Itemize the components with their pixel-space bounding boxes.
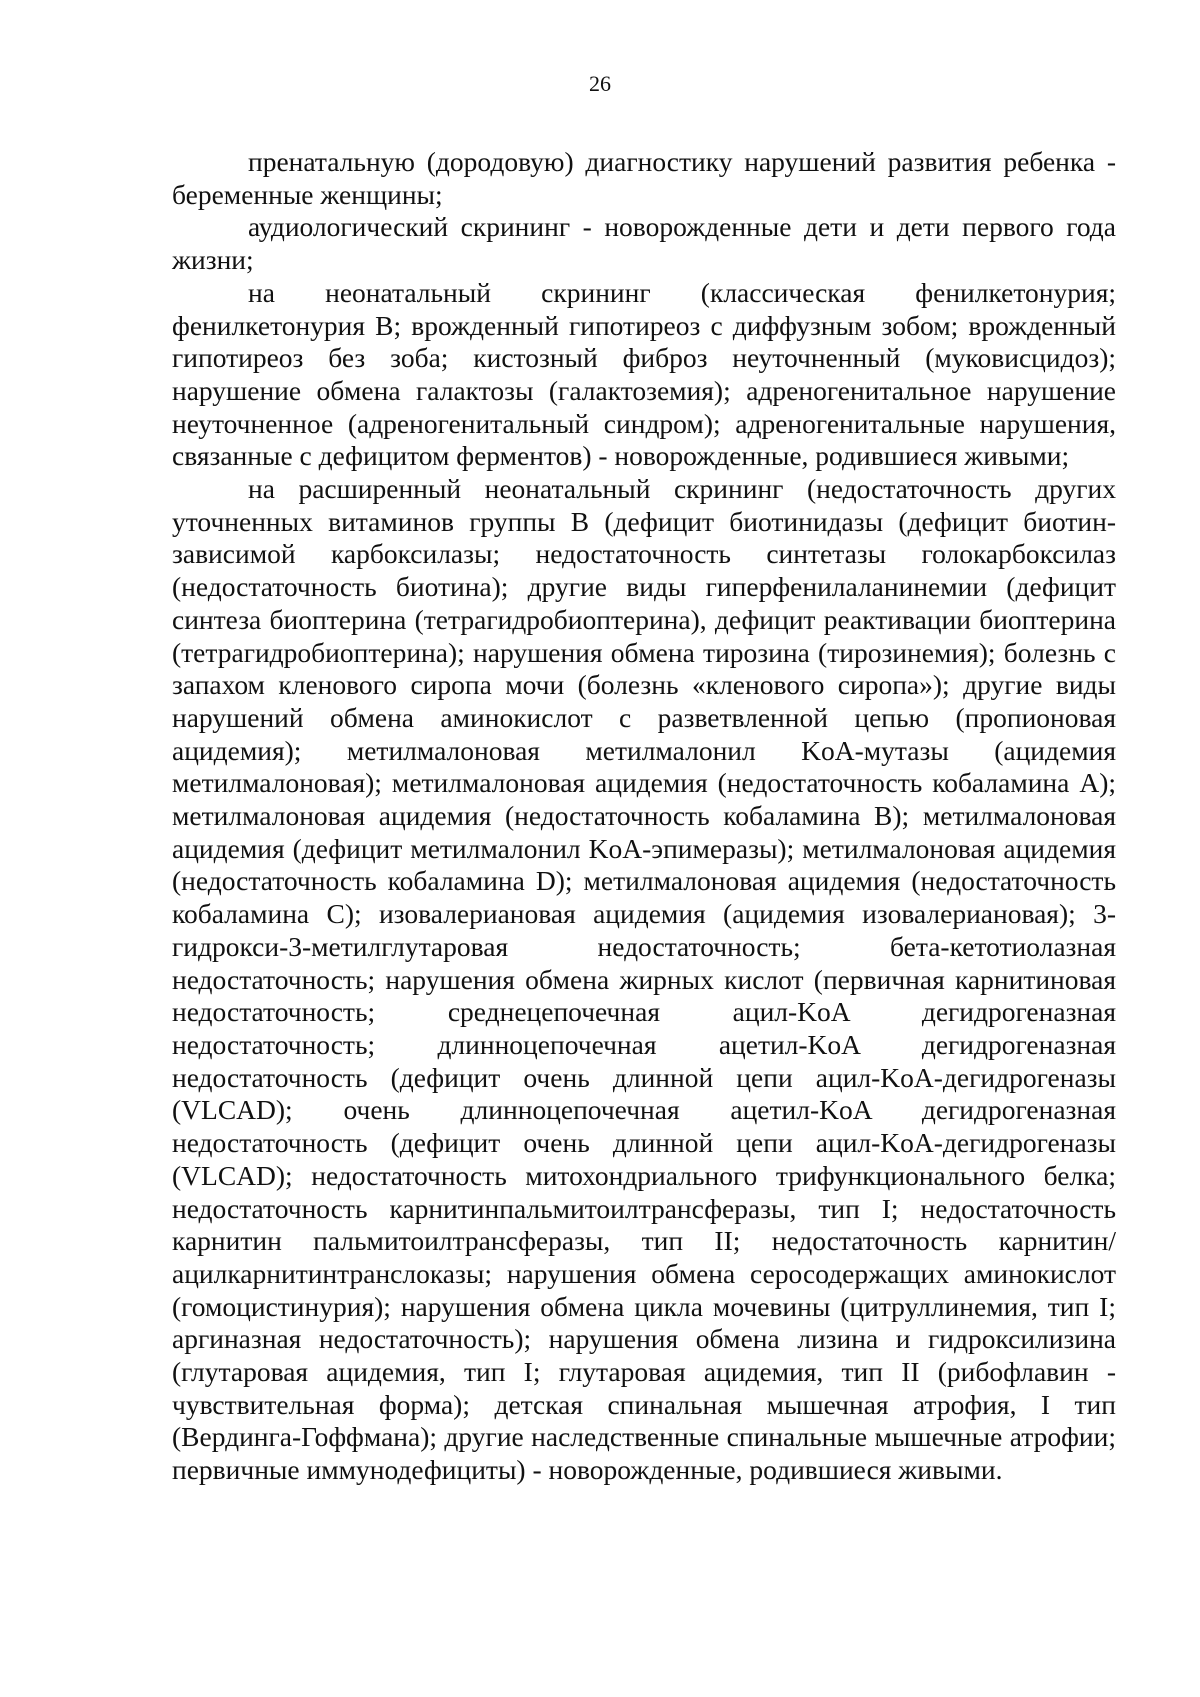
paragraph-prenatal-diagnostics: пренатальную (дородовую) диагностику нарушений развития ребенка - беременные женщины;: [172, 146, 1116, 210]
paragraph-neonatal-screening: на неонатальный скрининг (классическая фенилкетонурия; фенилкетонурия B; врожденный гипотиреоз с диффузным зобом; врожденный гипотиреоз без зоба; кистозный фиброз неуточненный (муковисцидоз); нарушение обмена галактозы (галактоземия); адреногенитальное нарушение неуточненное (адреногенитальный синдром); адреногенитальные нарушения, связанные с дефицитом ферментов) - новорожденные, родившиеся живыми;: [172, 276, 1116, 472]
paragraph-audiological-screening: аудиологический скрининг - новорожденные дети и дети первого года жизни;: [172, 211, 1116, 276]
page-number: 26: [589, 71, 611, 96]
paragraph-extended-neonatal-screening: на расширенный неонатальный скрининг (недостаточность других уточненных витаминов группы B (дефицит биотинидазы (дефицит биотин-зависимой карбоксилазы; недостаточность синтетазы голокарбоксилаз (недостаточность биотина); другие виды гиперфенилаланинемии (дефицит синтеза биоптерина (тетрагидробиоптерина), дефицит реактивации биоптерина (тетрагидробиоптерина); нарушения обмена тирозина (тирозинемия); болезнь с запахом кленового сиропа мочи (болезнь «кленового сиропа»); другие виды нарушений обмена аминокислот с разветвленной цепью (пропионовая ацидемия); метилмалоновая метилмалонил KoA-мутазы (ацидемия метилмалоновая); метилмалоновая ацидемия (недостаточность кобаламина A); метилмалоновая ацидемия (недостаточность кобаламина B); метилмалоновая ацидемия (дефицит метилмалонил KoA-эпимеразы); метилмалоновая ацидемия (недостаточность кобаламина D); метилмалоновая ацидемия (недостаточность кобаламина C); изовалериановая ацидемия (ацидемия изовалериановая); 3-гидрокси-3-метилглутаровая недостаточность; бета-кетотиолазная недостаточность; нарушения обмена жирных кислот (первичная карнитиновая недостаточность; среднецепочечная ацил-KoA дегидрогеназная недостаточность; длинноцепочечная ацетил-KoA дегидрогеназная недостаточность (дефицит очень длинной цепи ацил-KoA-дегидрогеназы (VLCAD); очень длинноцепочечная ацетил-KoA дегидрогеназная недостаточность (дефицит очень длинной цепи ацил-KoA-дегидрогеназы (VLCAD); недостаточность митохондриального трифункционального белка; недостаточность карнитинпальмитоилтрансферазы, тип I; недостаточность карнитин пальмитоилтрансферазы, тип II; недостаточность карнитин/ацилкарнитинтранслоказы; нарушения обмена серосодержащих аминокислот (гомоцистинурия); нарушения обмена цикла мочевины (цитруллинемия, тип I; аргиназная недостаточность); нарушения обмена лизина и гидроксилизина (глутаровая ацидемия, тип I; глутаровая ацидемия, тип II (рибофлавин - чувствительная форма); детская спинальная мышечная атрофия, I тип (Вердинга-Гоффмана); другие наследственные спинальные мышечные атрофии; первичные иммунодефициты) - новорожденные, родившиеся живыми.: [172, 473, 1116, 1486]
document-body: [172, 146, 1116, 1487]
